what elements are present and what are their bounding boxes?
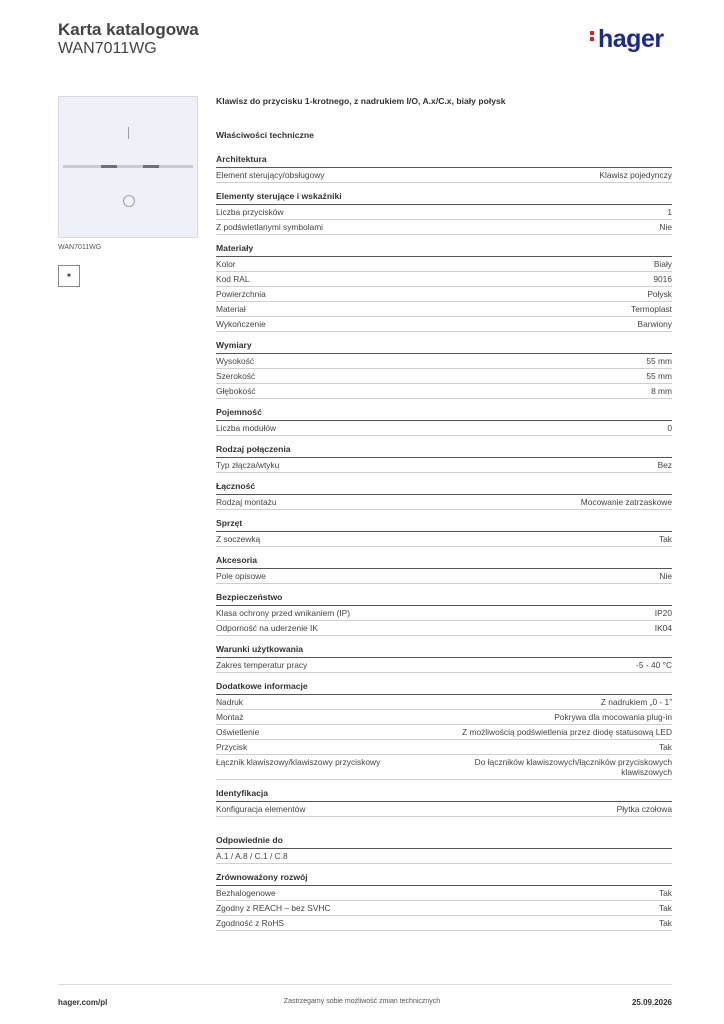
- spec-value: IP20: [654, 608, 672, 618]
- spec-row: [216, 802, 672, 817]
- spec-section: [216, 243, 672, 332]
- spec-value: Termoplast: [631, 304, 672, 314]
- spec-value: 1: [667, 207, 672, 217]
- spec-section: [216, 518, 672, 547]
- switch-divider: [63, 165, 193, 168]
- spec-section: [216, 444, 672, 473]
- footer-disclaimer: Zastrzegamy sobie możliwość zmian technicznych: [283, 998, 441, 1005]
- spec-key: Konfiguracja elementów: [216, 804, 306, 814]
- spec-row: [216, 272, 672, 287]
- spec-value: Nie: [659, 571, 672, 581]
- spec-row: [216, 384, 672, 399]
- section-title: Bezpieczeństwo: [216, 592, 672, 606]
- spec-section: [216, 872, 672, 931]
- section-title: Akcesoria: [216, 555, 672, 569]
- spec-row: [216, 495, 672, 510]
- spec-key: Klasa ochrony przed wnikaniem (IP): [216, 608, 351, 618]
- backlight-icon: ✶: [58, 265, 80, 287]
- product-image: [58, 96, 198, 238]
- image-label: WAN7011WG: [58, 244, 102, 251]
- section-title: Zrównoważony rozwój: [216, 872, 672, 886]
- spec-row: [216, 369, 672, 384]
- product-title: Klawisz do przycisku 1-krotnego, z nadrukiem I/O, A.x/C.x, biały połysk: [216, 96, 506, 106]
- spec-section: [216, 154, 672, 183]
- spec-section: [216, 592, 672, 636]
- spec-row: [216, 302, 672, 317]
- logo-dots-icon: [590, 29, 596, 43]
- spec-row: [216, 257, 672, 272]
- io-circle-symbol: [123, 195, 135, 207]
- spec-value: 9016: [653, 274, 672, 284]
- spec-key: Montaż: [216, 712, 244, 722]
- spec-row: [216, 849, 672, 864]
- footer-divider: [58, 984, 672, 985]
- io-line-symbol: [128, 127, 129, 139]
- spec-row: [216, 421, 672, 436]
- spec-key: Zgodny z REACH – bez SVHC: [216, 903, 331, 913]
- spec-row: [216, 621, 672, 636]
- spec-row: [216, 755, 672, 780]
- spec-value: Bez: [657, 460, 672, 470]
- spec-section: [216, 644, 672, 673]
- section-title: Odpowiednie do: [216, 835, 672, 849]
- spec-key: Wykończenie: [216, 319, 266, 329]
- spec-value: Z nadrukiem „0 - 1”: [600, 697, 672, 707]
- spec-value: Do łączników klawiszowych/łączników przyciskowych klawiszowych: [474, 757, 672, 777]
- spec-value: Połysk: [647, 289, 672, 299]
- spec-value: Mocowanie zatrzaskowe: [580, 497, 672, 507]
- spec-value: 55 mm: [646, 356, 672, 366]
- section-title: Elementy sterujące i wskaźniki: [216, 191, 672, 205]
- spec-section: [216, 191, 672, 235]
- spec-section: [216, 407, 672, 436]
- spec-row: [216, 695, 672, 710]
- spec-value: 55 mm: [646, 371, 672, 381]
- spec-key: Głębokość: [216, 386, 256, 396]
- spec-value: Biały: [653, 259, 672, 269]
- spec-row: [216, 532, 672, 547]
- spec-row: [216, 886, 672, 901]
- spec-value: Z możliwością podświetlenia przez diodę statusową LED: [462, 727, 672, 737]
- spec-value: Pokrywa dla mocowania plug-in: [554, 712, 672, 722]
- spec-row: [216, 740, 672, 755]
- spec-key: Z podświetlanymi symbolami: [216, 222, 324, 232]
- spec-value: 8 mm: [651, 386, 672, 396]
- section-title: Wymiary: [216, 340, 672, 354]
- section-title: Rodzaj połączenia: [216, 444, 672, 458]
- spec-key: Pole opisowe: [216, 571, 266, 581]
- section-title: Warunki użytkowania: [216, 644, 672, 658]
- sections-list: [216, 154, 672, 931]
- logo-text: hager: [598, 25, 664, 53]
- product-code: WAN7011WG: [58, 40, 157, 57]
- spec-key: A.1 / A.8 / C.1 / C.8: [216, 851, 288, 861]
- section-title: Sprzęt: [216, 518, 672, 532]
- spec-row: [216, 569, 672, 584]
- section-title: Pojemność: [216, 407, 672, 421]
- spec-row: [216, 606, 672, 621]
- spec-key: Zgodność z RoHS: [216, 918, 284, 928]
- spec-row: [216, 205, 672, 220]
- spec-row: [216, 725, 672, 740]
- spec-key: Typ złącza/wtyku: [216, 460, 280, 470]
- spec-value: 0: [667, 423, 672, 433]
- spec-value: Nie: [659, 222, 672, 232]
- properties-heading: Właściwości techniczne: [216, 130, 314, 140]
- spec-row: [216, 168, 672, 183]
- spec-key: Materiał: [216, 304, 246, 314]
- spec-key: Przycisk: [216, 742, 248, 752]
- spec-key: Powierzchnia: [216, 289, 266, 299]
- spec-value: IK04: [654, 623, 672, 633]
- spec-value: Tak: [658, 742, 672, 752]
- spec-key: Oświetlenie: [216, 727, 260, 737]
- spec-key: Element sterujący/obsługowy: [216, 170, 325, 180]
- header-title: Karta katalogowa: [58, 20, 199, 39]
- spec-section: [216, 681, 672, 780]
- spec-key: Łącznik klawiszowy/klawiszowy przyciskowy: [216, 757, 381, 767]
- spec-key: Szerokość: [216, 371, 256, 381]
- spec-row: [216, 317, 672, 332]
- section-title: Dodatkowe informacje: [216, 681, 672, 695]
- spec-key: Wysokość: [216, 356, 255, 366]
- spec-key: Liczba modułów: [216, 423, 277, 433]
- spec-row: [216, 458, 672, 473]
- spec-value: Tak: [658, 534, 672, 544]
- spec-section: [216, 340, 672, 399]
- section-title: Architektura: [216, 154, 672, 168]
- spec-section: [216, 788, 672, 817]
- spec-key: Kod RAL: [216, 274, 250, 284]
- spec-section: [216, 481, 672, 510]
- spec-value: Tak: [658, 903, 672, 913]
- spec-value: Tak: [658, 888, 672, 898]
- spec-row: [216, 710, 672, 725]
- spec-row: [216, 916, 672, 931]
- spec-key: Nadruk: [216, 697, 243, 707]
- spec-row: [216, 220, 672, 235]
- hager-logo[interactable]: [590, 25, 664, 54]
- spec-value: Klawisz pojedynczy: [599, 170, 672, 180]
- spec-key: Bezhalogenowe: [216, 888, 276, 898]
- spec-section: [216, 555, 672, 584]
- spec-key: Z soczewką: [216, 534, 261, 544]
- footer-date: 25.09.2026: [631, 998, 672, 1007]
- spec-value: Płytka czołowa: [616, 804, 672, 814]
- technical-sheet: [216, 96, 672, 939]
- spec-key: Kolor: [216, 259, 236, 269]
- spec-row: [216, 354, 672, 369]
- spec-key: Liczba przycisków: [216, 207, 284, 217]
- spec-row: [216, 901, 672, 916]
- spec-row: [216, 287, 672, 302]
- spec-key: Rodzaj montażu: [216, 497, 277, 507]
- spec-row: [216, 658, 672, 673]
- footer-website-link[interactable]: hager.com/pl: [58, 998, 108, 1007]
- spec-value: -5 - 40 °C: [636, 660, 672, 670]
- spec-value: Tak: [658, 918, 672, 928]
- spec-key: Zakres temperatur pracy: [216, 660, 308, 670]
- section-title: Łączność: [216, 481, 672, 495]
- section-title: Identyfikacja: [216, 788, 672, 802]
- spec-value: Barwiony: [637, 319, 672, 329]
- spec-section: [216, 835, 672, 864]
- section-title: Materiały: [216, 243, 672, 257]
- spec-key: Odporność na uderzenie IK: [216, 623, 318, 633]
